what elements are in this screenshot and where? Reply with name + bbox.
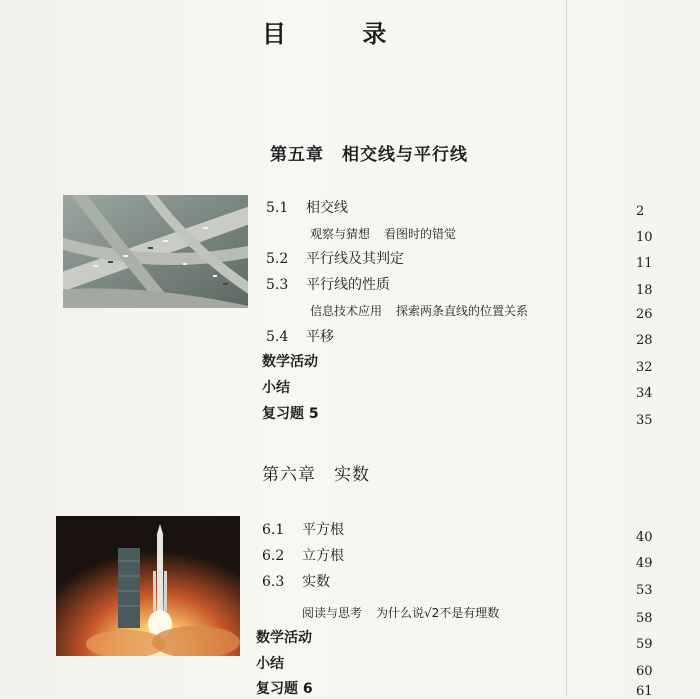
toc-entry-math-activity-6[interactable]: 数学活动 (256, 630, 312, 646)
page-number: 53 (636, 583, 653, 598)
page-number: 28 (636, 333, 653, 348)
page-number: 40 (636, 530, 653, 545)
chapter-heading-5: 第五章 相交线与平行线 (270, 145, 468, 165)
toc-entry-5-4[interactable]: 5.4 平移 (266, 329, 334, 345)
toc-entry-6-2[interactable]: 6.2 立方根 (262, 548, 344, 564)
toc-entry-review-6[interactable]: 复习题 6 (256, 681, 313, 697)
page-number: 10 (636, 230, 653, 245)
page-number: 58 (636, 611, 653, 626)
toc-entry-info-tech[interactable]: 信息技术应用 探索两条直线的位置关系 (310, 304, 529, 318)
highway-interchange-photo (63, 195, 248, 308)
page-number: 35 (636, 413, 653, 428)
toc-entry-summary-6[interactable]: 小结 (256, 656, 284, 672)
toc-entry-summary[interactable]: 小结 (262, 380, 290, 396)
page-number: 59 (636, 637, 653, 652)
page-number: 49 (636, 556, 653, 571)
page-number: 18 (636, 283, 653, 298)
page-number: 32 (636, 360, 653, 375)
rocket-launch-photo (56, 516, 240, 656)
toc-entry-5-2[interactable]: 5.2 平行线及其判定 (266, 251, 404, 267)
page-number: 34 (636, 386, 653, 401)
page-number: 61 (636, 684, 653, 699)
chapter-heading-6: 第六章 实数 (262, 465, 370, 485)
toc-entry-observe[interactable]: 观察与猜想 看图时的错觉 (310, 227, 457, 241)
toc-entry-6-3[interactable]: 6.3 实数 (262, 574, 330, 590)
page-gutter (566, 0, 567, 696)
toc-entry-5-1[interactable]: 5.1 相交线 (266, 200, 348, 216)
page-number: 26 (636, 307, 653, 322)
page-number: 2 (636, 204, 645, 219)
page-title: 目 录 (262, 20, 421, 48)
page-number: 60 (636, 664, 653, 679)
toc-entry-math-activity[interactable]: 数学活动 (262, 354, 318, 370)
toc-entry-5-3[interactable]: 5.3 平行线的性质 (266, 277, 390, 293)
toc-entry-review-5[interactable]: 复习题 5 (262, 406, 319, 422)
toc-entry-reading[interactable]: 阅读与思考 为什么说√2不是有理数 (302, 606, 500, 620)
page-number: 11 (636, 256, 653, 271)
toc-entry-6-1[interactable]: 6.1 平方根 (262, 522, 344, 538)
